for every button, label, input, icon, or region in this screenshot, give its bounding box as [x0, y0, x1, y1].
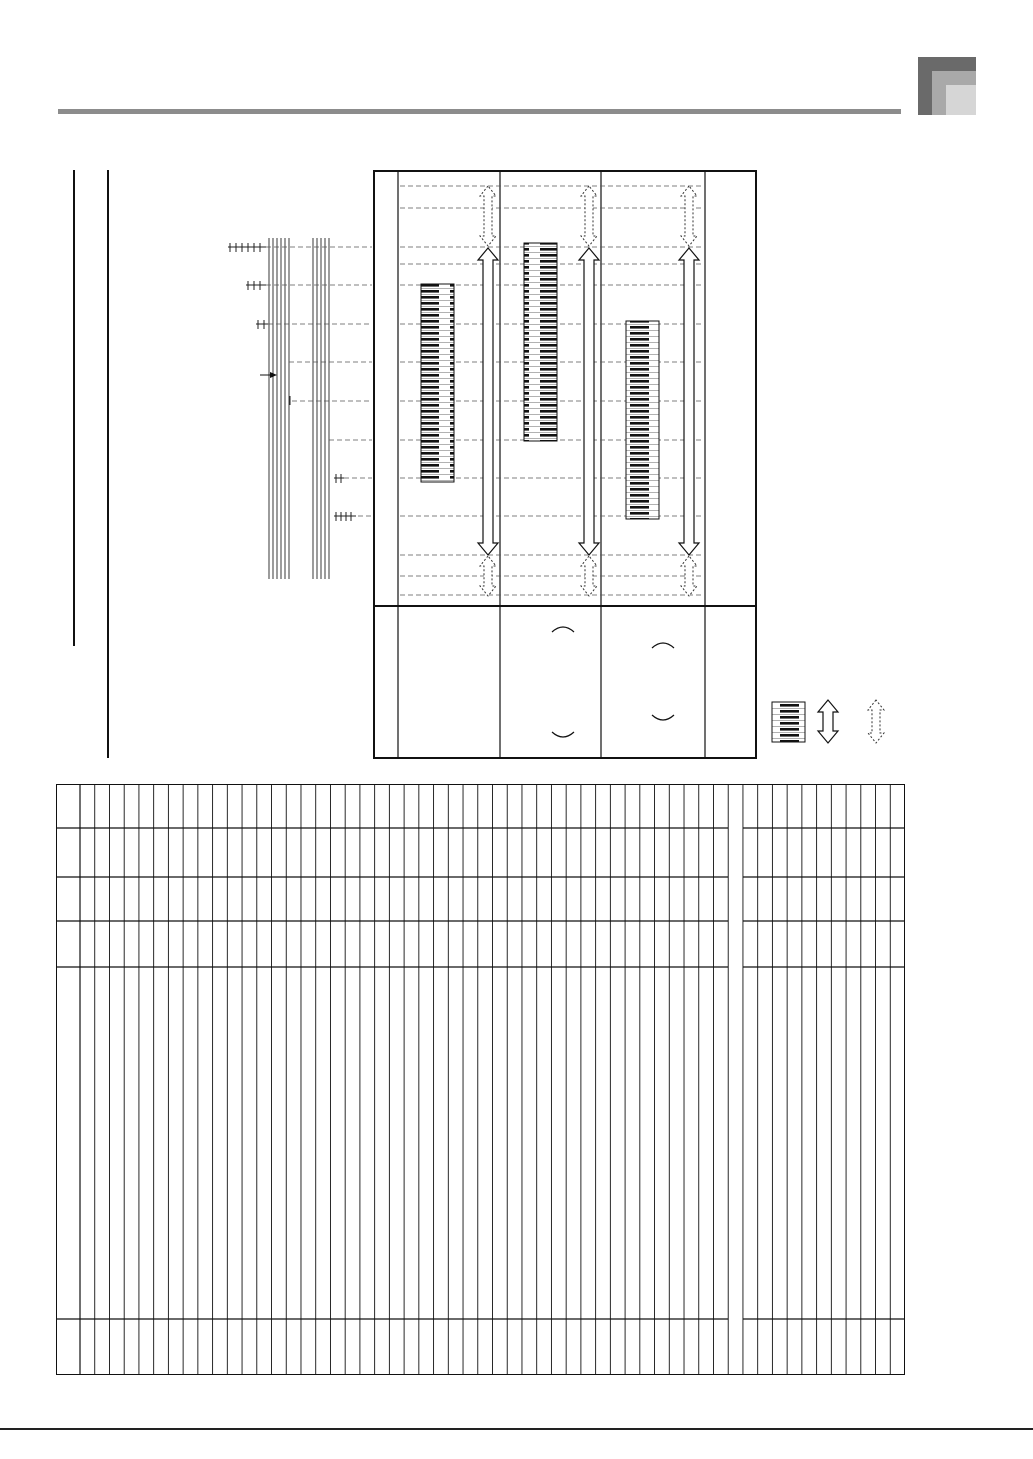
- keyboard-icon: [772, 702, 805, 742]
- dotted-double-arrow-icon: [868, 700, 884, 743]
- bracket-marks: [552, 627, 674, 737]
- solid-double-arrow-icon: [579, 248, 599, 555]
- pointer-arrow-icon: [260, 372, 277, 378]
- footer-rule: [0, 1428, 1033, 1430]
- legend: [772, 700, 884, 743]
- solid-double-arrow-icon: [818, 700, 838, 743]
- grid-table: [56, 784, 905, 1375]
- keyboard-icon: [421, 284, 454, 482]
- keyboard-icon: [626, 321, 659, 519]
- guide-lines-outside: [266, 247, 372, 516]
- solid-double-arrow-icon: [679, 248, 699, 555]
- solid-double-arrow-icon: [478, 248, 498, 555]
- staff-lines: [269, 238, 329, 579]
- keyboard-icon: [524, 243, 557, 441]
